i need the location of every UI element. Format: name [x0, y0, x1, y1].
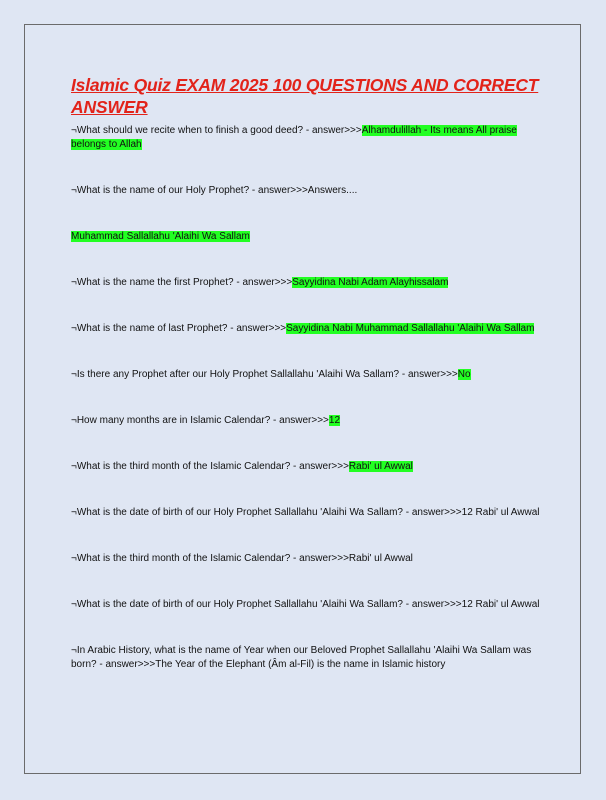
document-title: Islamic Quiz EXAM 2025 100 QUESTIONS AND CORRECT ANSWER [71, 75, 539, 117]
question-text: ¬What is the date of birth of our Holy Prophet Sallallahu 'Alaihi Wa Sallam? - answer>>>12 Rabi' ul Awwal [71, 507, 540, 518]
question-text: ¬What should we recite when to finish a good deed? - answer>>> [71, 125, 362, 136]
qa-item [71, 276, 541, 290]
question-text: ¬What is the date of birth of our Holy Prophet Sallallahu 'Alaihi Wa Sallam? - answer>>>12 Rabi' ul Awwal [71, 599, 540, 610]
question-text: ¬What is the name the first Prophet? - answer>>> [71, 277, 293, 288]
answer-highlight: Rabi' ul Awwal [348, 461, 413, 472]
qa-item [71, 230, 541, 244]
answer-highlight: Sayyidina Nabi Muhammad Sallallahu 'Alaihi Wa Sallam [286, 323, 535, 334]
qa-item [71, 460, 541, 474]
qa-item [71, 322, 541, 336]
question-text: ¬What is the third month of the Islamic Calendar? - answer>>> [71, 461, 349, 472]
answer-highlight: Sayyidina Nabi Adam Alayhissalam [292, 277, 449, 288]
answer-highlight: Muhammad Sallallahu 'Alaihi Wa Sallam [71, 231, 250, 242]
qa-item [71, 368, 541, 382]
answer-highlight: 12 [328, 415, 341, 426]
qa-item [71, 184, 541, 198]
question-text: ¬What is the name of our Holy Prophet? - answer>>>Answers.... [71, 185, 358, 196]
qa-item [71, 124, 541, 152]
question-text: ¬What is the third month of the Islamic Calendar? - answer>>>Rabi' ul Awwal [71, 553, 413, 564]
question-text: ¬Is there any Prophet after our Holy Prophet Sallallahu 'Alaihi Wa Sallam? - answer>>> [71, 369, 458, 380]
answer-highlight: Alhamdulillah - Its means All praise belongs to Allah [71, 125, 517, 150]
question-text: ¬What is the name of last Prophet? - answer>>> [71, 323, 287, 334]
qa-item [71, 598, 541, 612]
question-text: ¬In Arabic History, what is the name of Year when our Beloved Prophet Sallallahu 'Alaihi Wa Sallam was born? - answer>>>The Year of the Elephant (Âm al-Fil) is the name in Islamic history [71, 645, 532, 670]
qa-item [71, 414, 541, 428]
qa-item [71, 552, 541, 566]
question-text: ¬How many months are in Islamic Calendar? - answer>>> [71, 415, 329, 426]
qa-item [71, 506, 541, 520]
answer-highlight: No [457, 369, 471, 380]
document-body [71, 74, 541, 672]
qa-item [71, 644, 541, 672]
